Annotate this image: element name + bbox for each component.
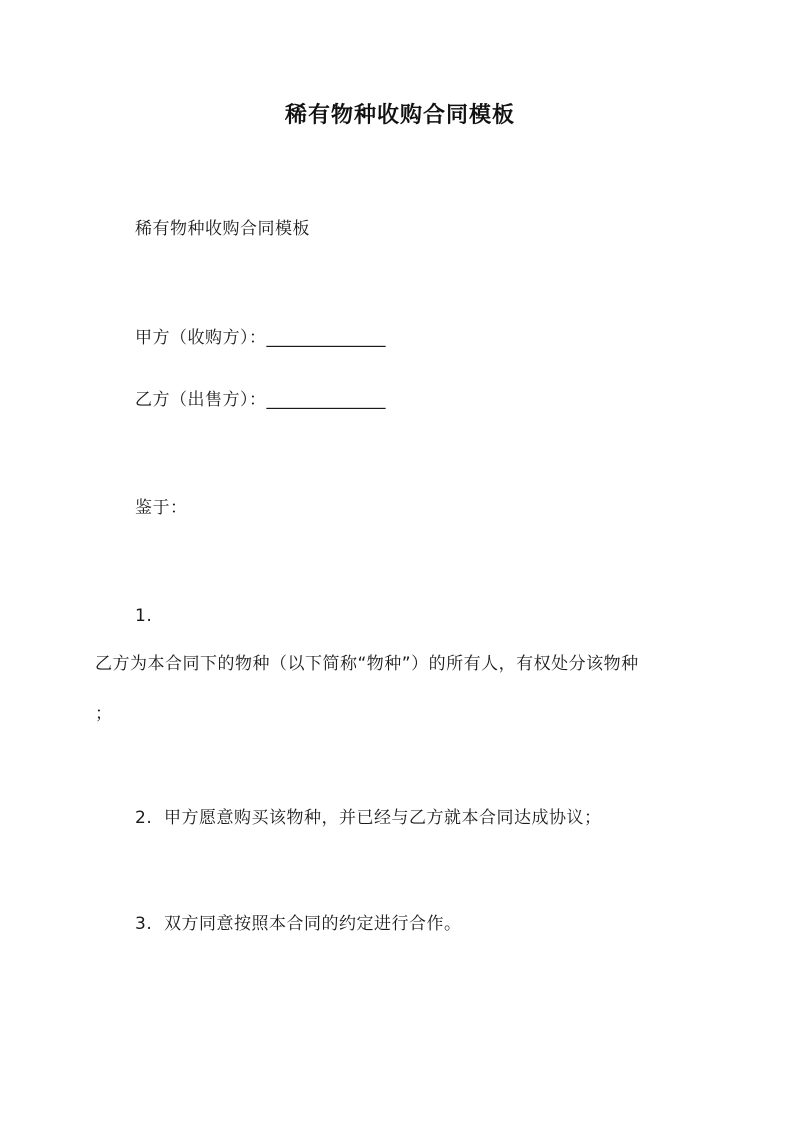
party-b-label: 乙方（出售方）： [135, 390, 267, 410]
party-b-blank: ______________ [266, 390, 386, 410]
party-b-line [135, 388, 386, 412]
clause-2 [135, 806, 602, 830]
clause-1-text: 乙方为本合同下的物种（以下简称“物种”）的所有人，有权处分该物种 [95, 654, 639, 674]
whereas-heading: 鉴于： [135, 498, 188, 518]
clause-3-text: 双方同意按照本合同的约定进行合作。 [164, 914, 462, 934]
document-title: 稀有物种收购合同模板 [284, 102, 515, 128]
party-a-line [135, 326, 386, 350]
clause-1-number: 1. [135, 606, 153, 626]
party-a-label: 甲方（收购方）： [135, 328, 267, 348]
clause-3 [135, 912, 462, 936]
document-subtitle: 稀有物种收购合同模板 [135, 219, 310, 239]
clause-3-number: 3. [135, 914, 153, 934]
clause-2-number: 2. [135, 808, 153, 828]
party-a-blank: ______________ [266, 328, 386, 348]
clause-2-text: 甲方愿意购买该物种，并已经与乙方就本合同达成协议； [164, 808, 602, 828]
clause-1-text-continued: ； [95, 704, 113, 724]
